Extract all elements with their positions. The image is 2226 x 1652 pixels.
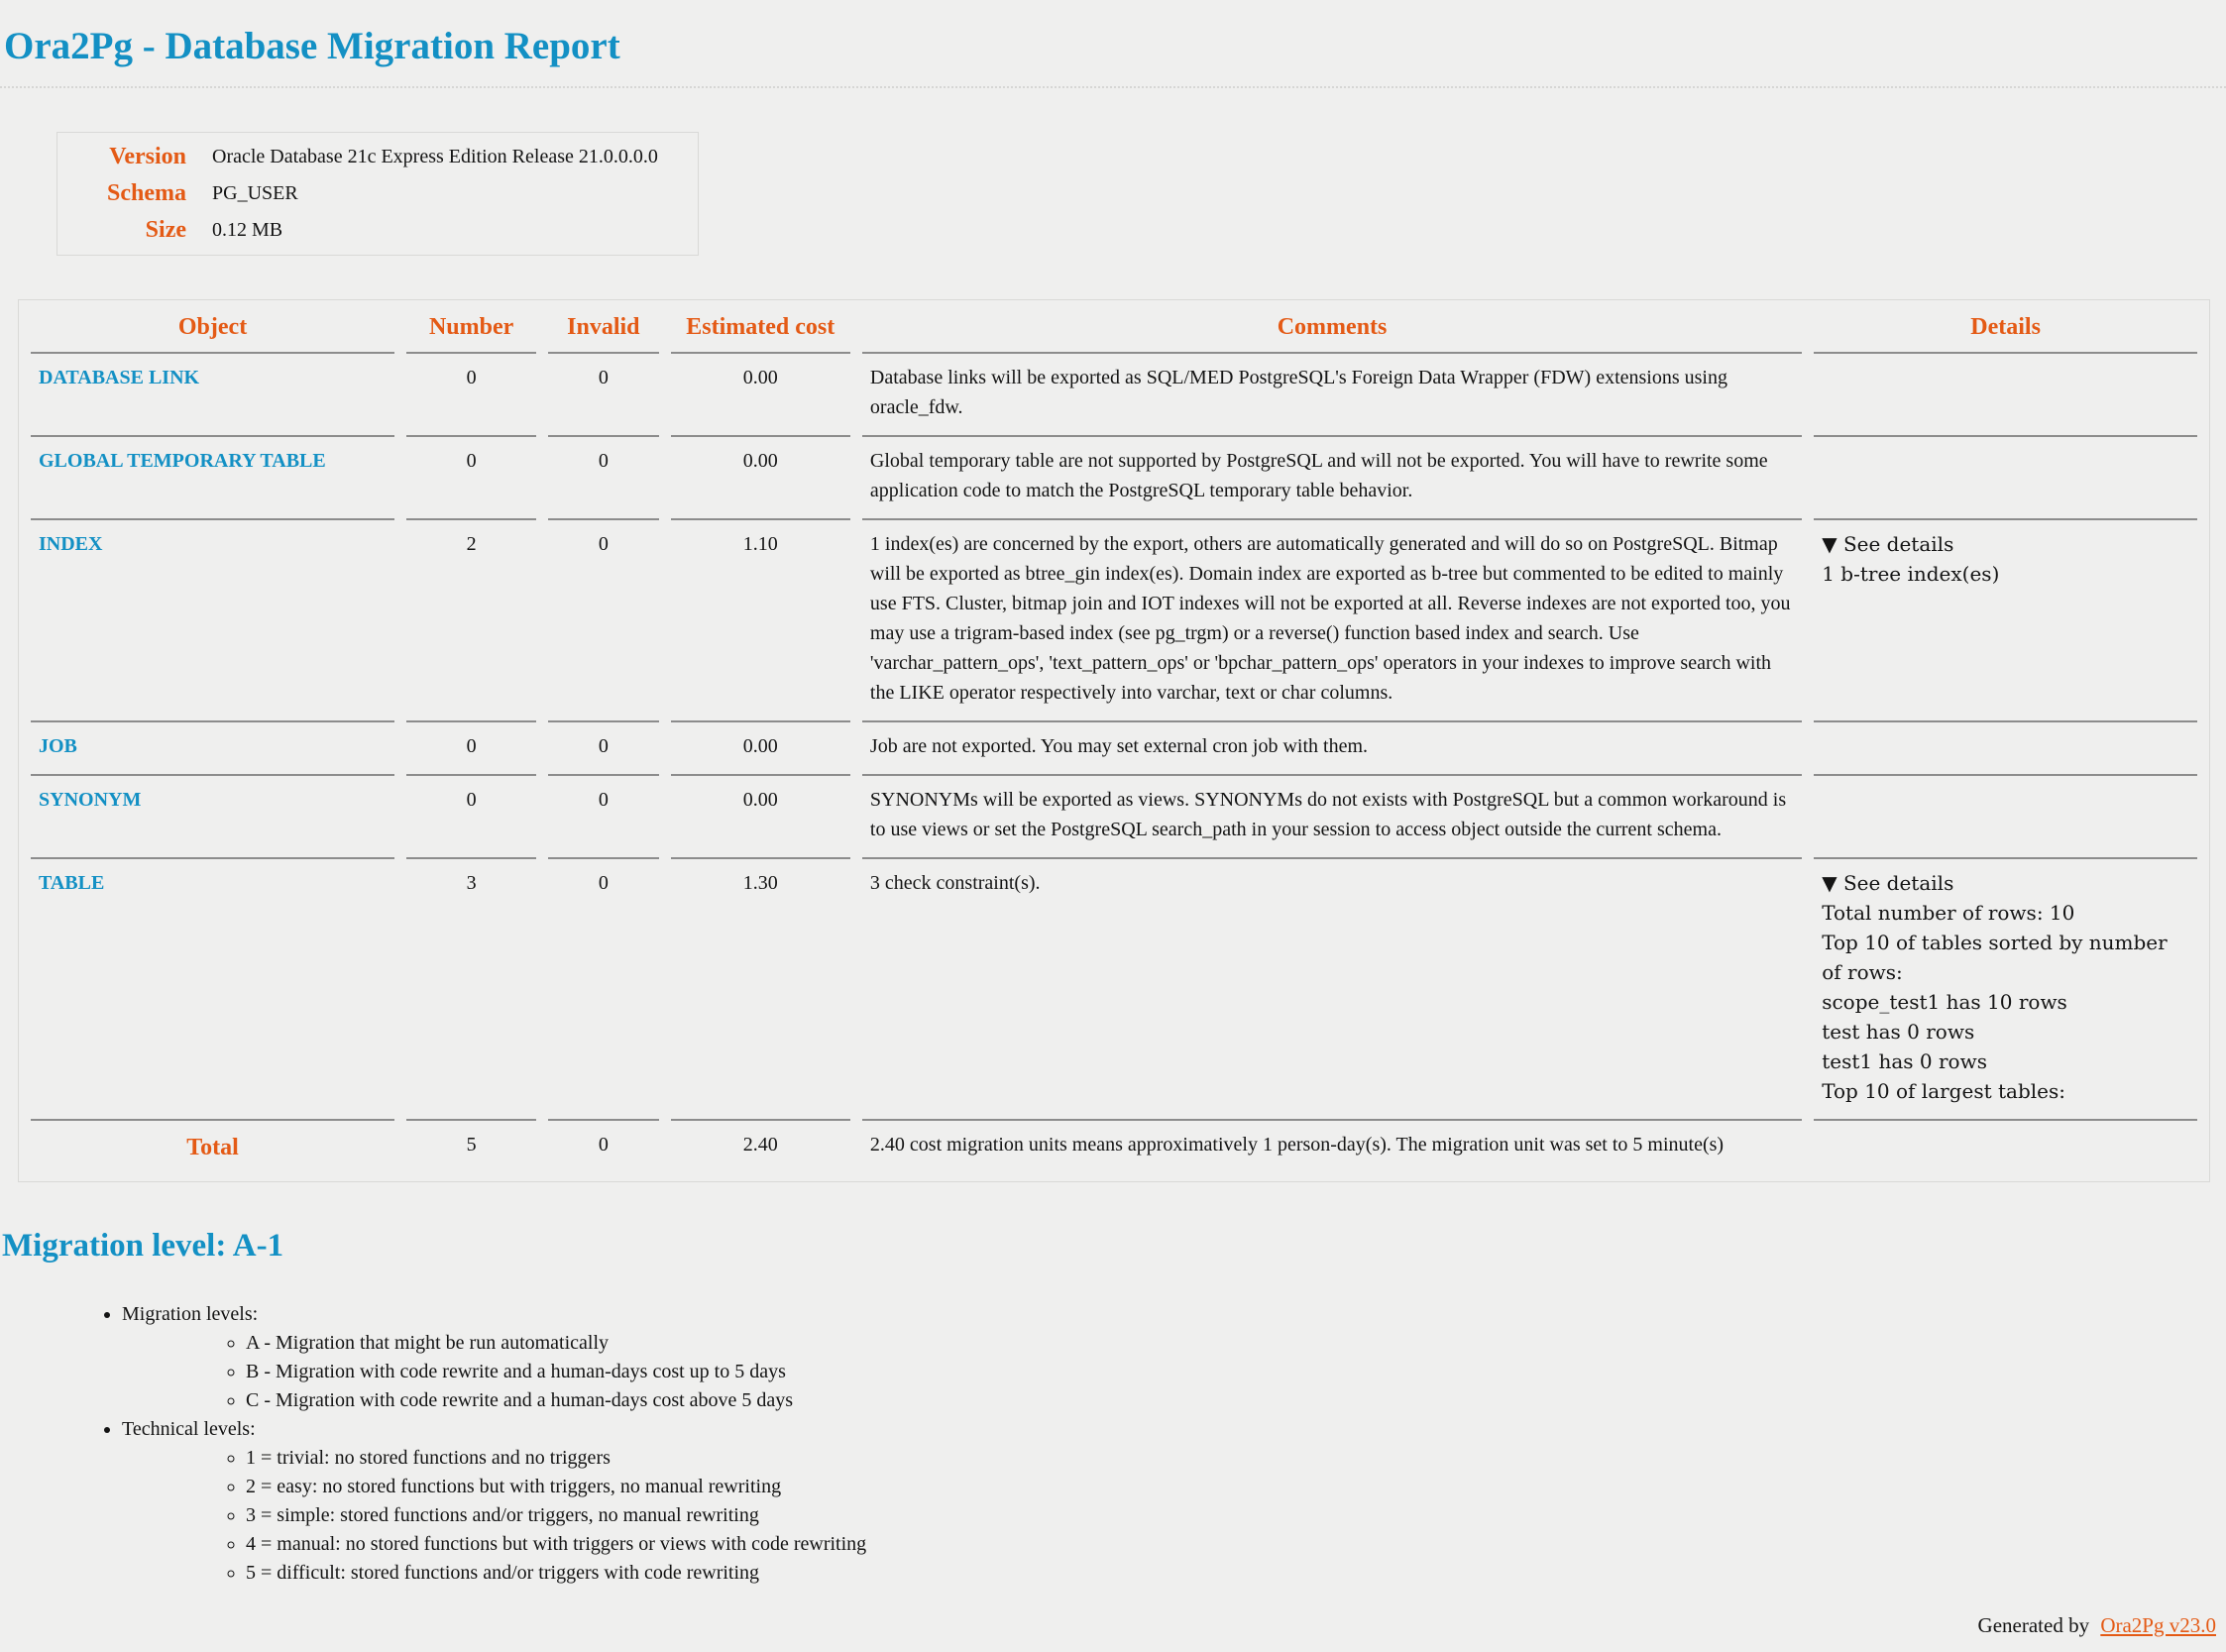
column-header-details: Details — [1814, 300, 2197, 354]
details-line: test has 0 rows — [1822, 1019, 1975, 1044]
info-label: Version — [109, 144, 186, 169]
details-line: Top 10 of tables sorted by number of rows: — [1822, 930, 2168, 984]
estimated-cost-value: 0.00 — [671, 437, 850, 520]
table-row — [31, 776, 2197, 859]
level-item: ◦ 2 = easy: no stored functions but with triggers, no manual rewriting — [246, 1473, 2226, 1501]
level-item: ◦ A - Migration that might be run automatically — [246, 1329, 2226, 1358]
estimated-cost-value: 0.00 — [671, 776, 850, 859]
info-value: Oracle Database 21c Express Edition Release 21.0.0.0.0 — [212, 146, 658, 167]
report-table-header-row — [31, 300, 2197, 354]
comments-text: 1 index(es) are concerned by the export, others are automatically generated and will do so on PostgreSQL. Bitmap will be exported as btree_gin index(es). Domain index are exported as b-tree but commented to be edited to mainly use FTS. Cluster, bitmap join and IOT indexes will not be exported at all. Reverse indexes are not exported too, you may use a trigram-based index (see pg_trgm) or a reverse() function based index and search. Use 'varchar_pattern_ops', 'text_pattern_ops' or 'bpchar_pattern_ops' operators in your indexes to improve search with the LIKE operator respectively into varchar, text or char columns. — [862, 520, 1802, 722]
number-value: 0 — [406, 437, 536, 520]
page-title: Ora2Pg - Database Migration Report — [0, 0, 2226, 88]
invalid-value: 0 — [548, 437, 658, 520]
level-group — [122, 1300, 2226, 1415]
comments-text: SYNONYMs will be exported as views. SYNONYMs do not exists with PostgreSQL but a common workaround is to use views or set the PostgreSQL search_path in your session to access object outside the current schema. — [862, 776, 1802, 859]
table-row — [31, 354, 2197, 437]
levels-list — [0, 1300, 2226, 1588]
estimated-cost-value: 1.30 — [671, 859, 850, 1121]
column-header-number: Number — [406, 300, 536, 354]
number-value: 0 — [406, 722, 536, 776]
level-item: ◦ B - Migration with code rewrite and a human-days cost up to 5 days — [246, 1358, 2226, 1386]
total-label: Total — [186, 1134, 239, 1160]
column-header-comments: Comments — [862, 300, 1802, 354]
object-name: DATABASE LINK — [31, 354, 394, 437]
info-row — [67, 212, 688, 249]
object-name: JOB — [31, 722, 394, 776]
details-line: scope_test1 has 10 rows — [1822, 989, 2067, 1014]
estimated-cost-value: 0.00 — [671, 354, 850, 437]
table-row — [31, 520, 2197, 722]
see-details-toggle[interactable]: ▼ See details — [1822, 531, 1954, 556]
number-value: 3 — [406, 859, 536, 1121]
invalid-value: 0 — [548, 776, 658, 859]
level-group-title: Migration levels: — [122, 1302, 259, 1325]
level-group — [122, 1415, 2226, 1588]
details-cell — [1814, 354, 2197, 437]
info-label: Size — [145, 217, 186, 243]
info-value: 0.12 MB — [212, 219, 283, 241]
ora2pg-version-link[interactable]: Ora2Pg v23.0 — [2100, 1612, 2216, 1637]
info-label: Schema — [107, 180, 186, 206]
comments-text: Job are not exported. You may set external cron job with them. — [862, 722, 1802, 776]
column-header-estimated-cost: Estimated cost — [671, 300, 850, 354]
number-value: 0 — [406, 776, 536, 859]
number-value: 2 — [406, 520, 536, 722]
level-item: ◦ 5 = difficult: stored functions and/or triggers with code rewriting — [246, 1559, 2226, 1588]
comments-text: Global temporary table are not supported by PostgreSQL and will not be exported. You will have to rewrite some application code to match the PostgreSQL temporary table behavior. — [862, 437, 1802, 520]
invalid-value: 0 — [548, 354, 658, 437]
details-line: test1 has 0 rows — [1822, 1048, 1987, 1073]
number-value: 0 — [406, 354, 536, 437]
level-item: ◦ 4 = manual: no stored functions but with triggers or views with code rewriting — [246, 1530, 2226, 1559]
invalid-value: 0 — [548, 520, 658, 722]
details-cell — [1814, 859, 2197, 1121]
estimated-cost-value: 2.40 — [742, 1133, 778, 1156]
level-item: ◦ 1 = trivial: no stored functions and no triggers — [246, 1444, 2226, 1473]
level-items — [122, 1329, 2226, 1415]
object-name: INDEX — [31, 520, 394, 722]
table-row — [31, 437, 2197, 520]
details-line: Top 10 of largest tables: — [1822, 1078, 2065, 1103]
number-value: 5 — [466, 1133, 477, 1156]
details-cell — [1814, 722, 2197, 776]
info-row — [67, 139, 688, 175]
invalid-value: 0 — [548, 722, 658, 776]
estimated-cost-value: 0.00 — [671, 722, 850, 776]
total-row — [31, 1121, 2197, 1181]
object-name: GLOBAL TEMPORARY TABLE — [31, 437, 394, 520]
invalid-value: 0 — [598, 1133, 609, 1156]
details-cell — [1814, 520, 2197, 722]
object-name: TABLE — [31, 859, 394, 1121]
column-header-invalid: Invalid — [548, 300, 658, 354]
invalid-value: 0 — [548, 859, 658, 1121]
details-line: Total number of rows: 10 — [1822, 900, 2075, 925]
level-items — [122, 1444, 2226, 1588]
details-line: 1 b-tree index(es) — [1822, 561, 2000, 586]
level-item: ◦ 3 = simple: stored functions and/or triggers, no manual rewriting — [246, 1501, 2226, 1530]
column-header-object: Object — [31, 300, 394, 354]
details-cell — [1814, 1121, 2197, 1181]
footer-generated-by-text: Generated by — [1977, 1612, 2095, 1637]
info-value: PG_USER — [212, 182, 298, 204]
details-cell — [1814, 437, 2197, 520]
table-row — [31, 722, 2197, 776]
object-name: SYNONYM — [31, 776, 394, 859]
info-row — [67, 175, 688, 212]
migration-report-table — [18, 299, 2210, 1182]
comments-text: 3 check constraint(s). — [862, 859, 1802, 1121]
comments-text: Database links will be exported as SQL/MED PostgreSQL's Foreign Data Wrapper (FDW) extensions using oracle_fdw. — [862, 354, 1802, 437]
details-cell — [1814, 776, 2197, 859]
footer — [0, 1613, 2226, 1652]
migration-level-heading: Migration level: A-1 — [2, 1227, 284, 1264]
db-info-table — [56, 132, 699, 256]
level-group-title: Technical levels: — [122, 1417, 256, 1440]
table-row — [31, 859, 2197, 1121]
comments-text: 2.40 cost migration units means approximatively 1 person-day(s). The migration unit was set to 5 minute(s) — [869, 1133, 1725, 1156]
estimated-cost-value: 1.10 — [671, 520, 850, 722]
see-details-toggle[interactable]: ▼ See details — [1822, 870, 1954, 895]
level-item: ◦ C - Migration with code rewrite and a human-days cost above 5 days — [246, 1386, 2226, 1415]
